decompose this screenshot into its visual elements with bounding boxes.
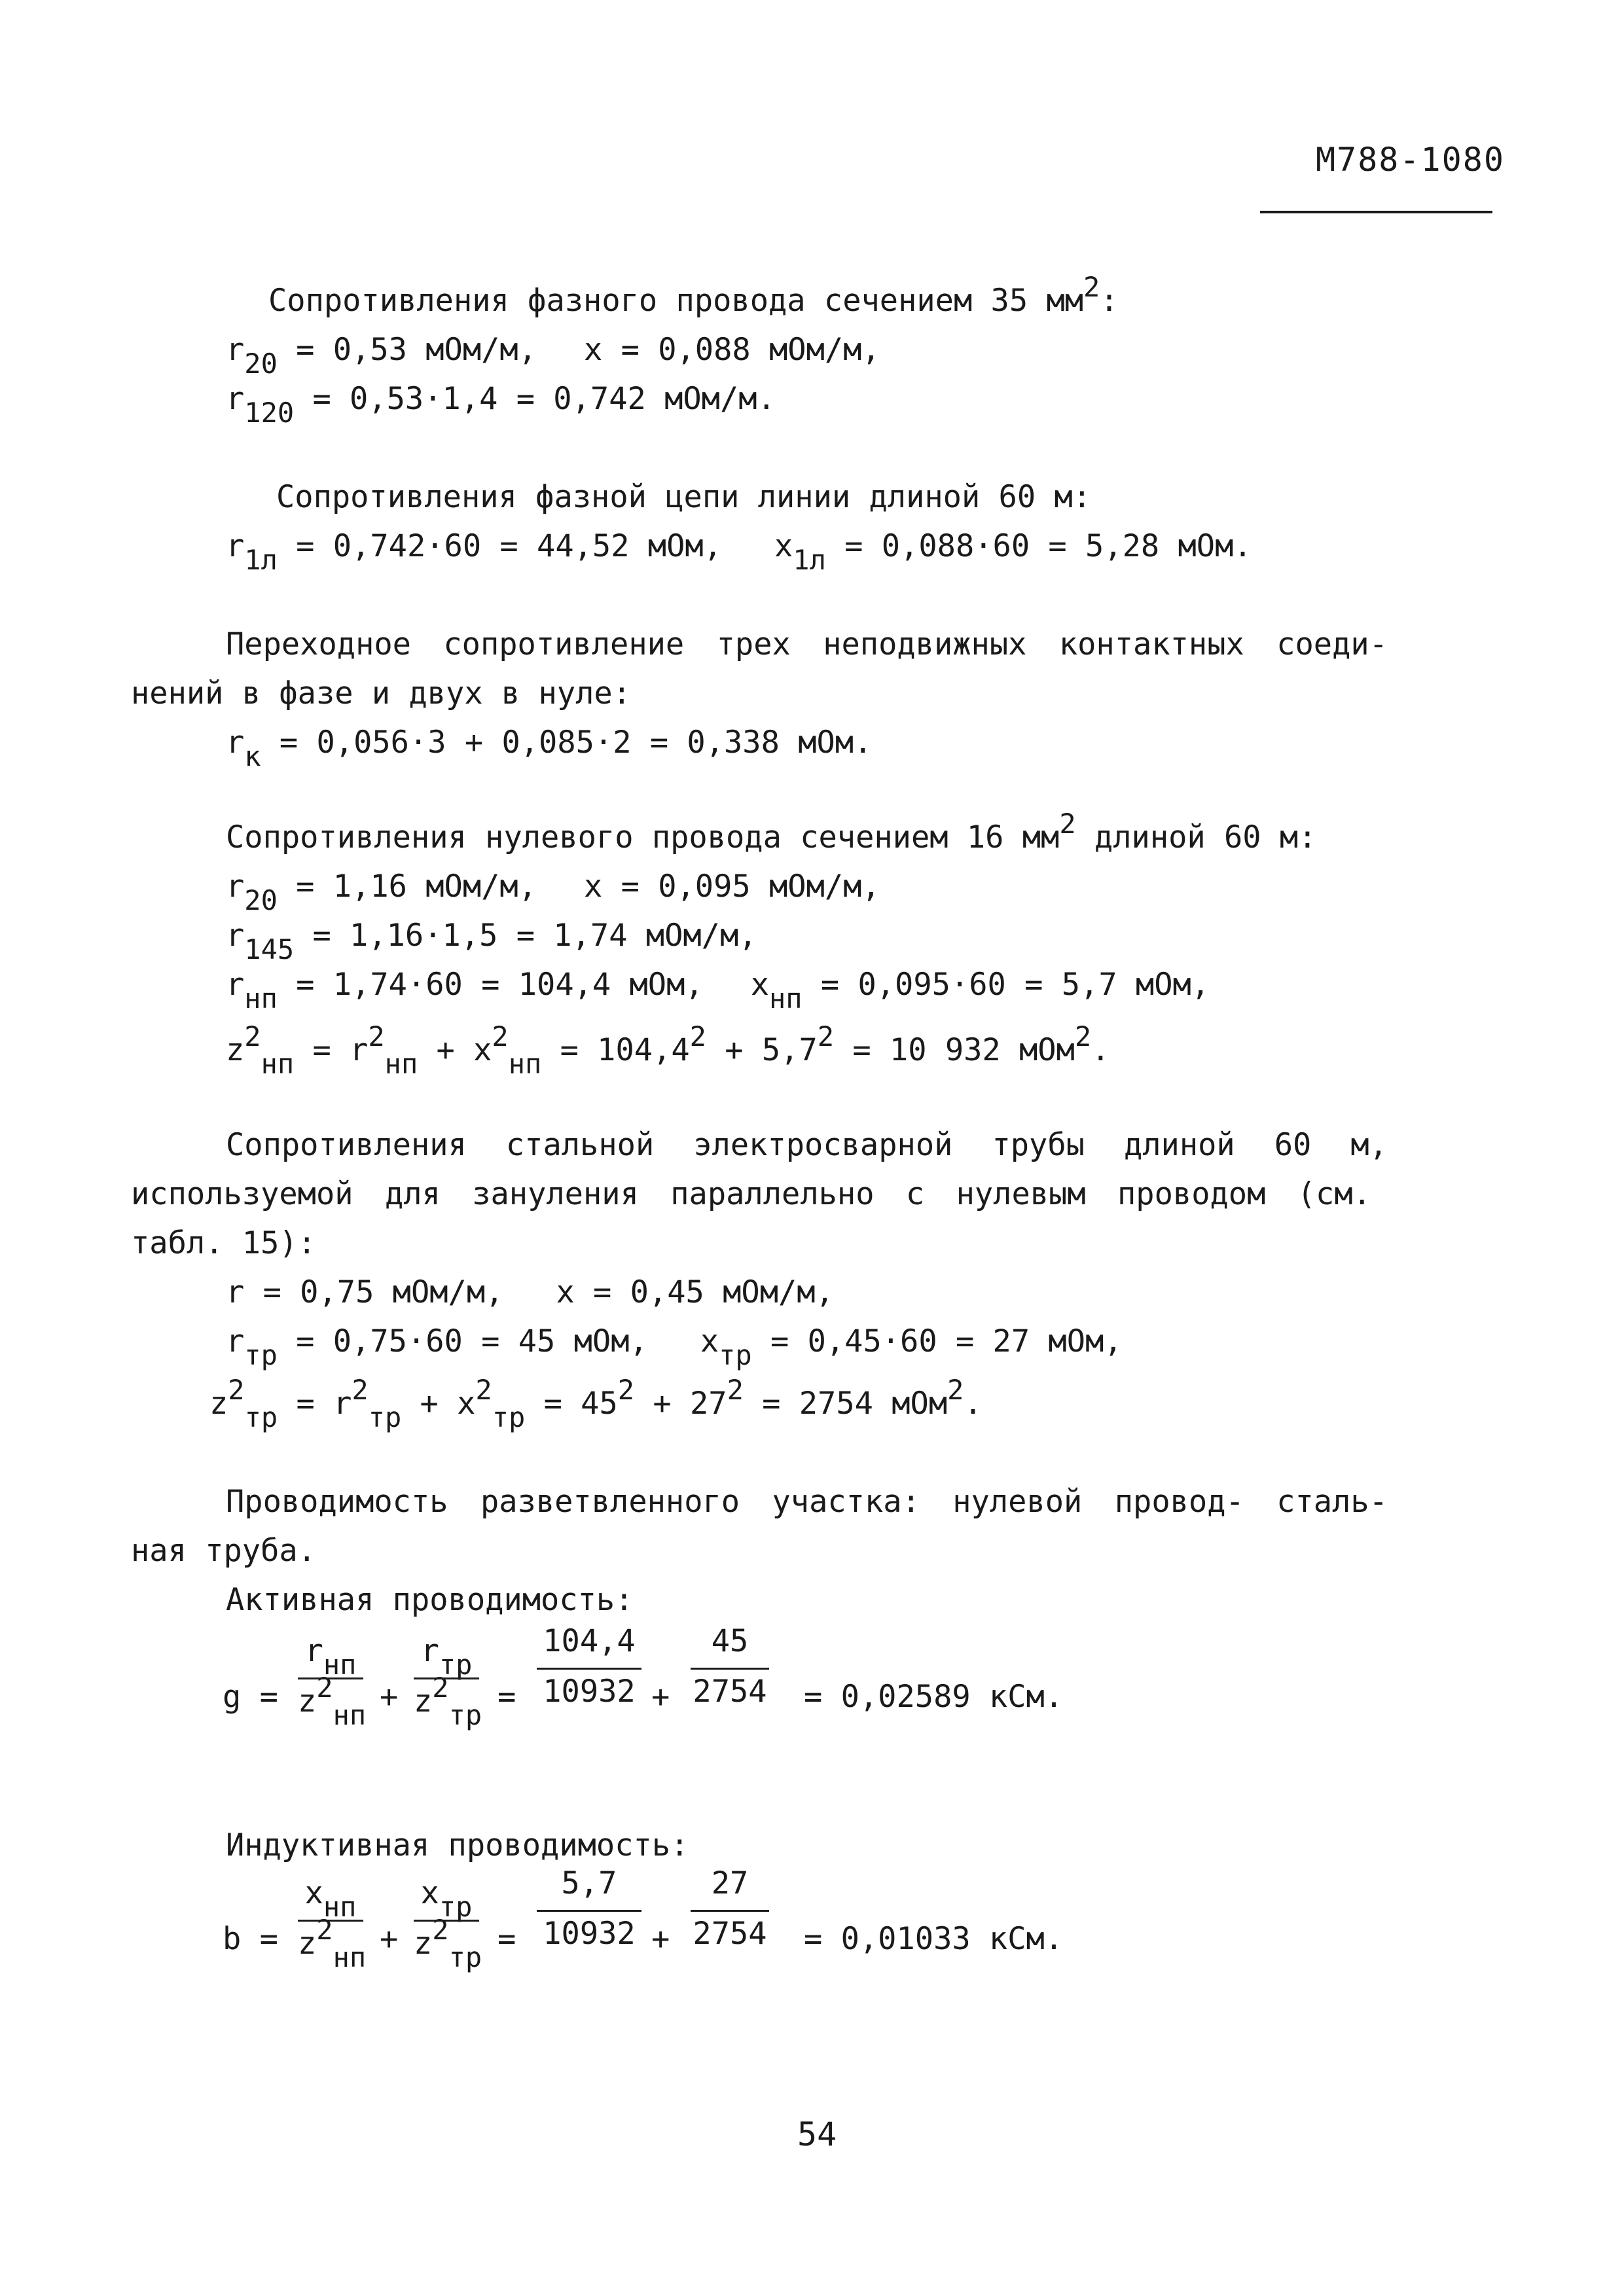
inductive-fraction-xnp: $x_{нп}$ $z^2_{нп}$ [298, 1875, 367, 1973]
inductive-result: = 0,01033 кСм. [804, 1921, 1064, 1957]
neutral-r20-line: $r_{20} = 1,16$ мОм/м, x = 0,095 мОм/м, [226, 869, 880, 916]
active-conductance-title: Активная проводимость: [226, 1582, 634, 1618]
phase-r20-line: $r_{20} = 0,53$ мОм/м, x = 0,088 мОм/м, [226, 332, 880, 380]
phase-wire-title: Сопротивления фазного провода сечением 35 $мм^2$: [268, 271, 1119, 319]
active-plus-1: + [380, 1679, 399, 1715]
page-number: 54 [797, 2115, 837, 2153]
branch-paragraph-line2: ная труба. [131, 1533, 316, 1569]
steel-paragraph-line2: используемой для зануления параллельно с нулевым проводом (см. [131, 1176, 1371, 1212]
contact-rk-line: $r_к = 0,056\cdot 3 + 0,085\cdot 2 = 0,338$ мОм. [226, 725, 873, 772]
active-fraction-numeric-1: 104,4 10932 [537, 1623, 641, 1717]
active-lhs: g = [223, 1679, 278, 1715]
inductive-plus-1: + [380, 1921, 399, 1957]
active-fraction-rtr: $r_{тр}$ $z^2_{тр}$ [414, 1633, 482, 1731]
inductive-eq-2: = [497, 1921, 516, 1957]
neutral-z-squared-line: $z^2_{нп} = r^2_{нп} + x^2_{нп} = 104,4^2 + 5,7^2 = 10$ 932 мОм$^2$. [226, 1020, 1110, 1080]
document-code: М788-1080 [1316, 141, 1505, 179]
steel-paragraph-line1: Сопротивления стальной электросварной трубы длиной 60 м, [226, 1127, 1388, 1163]
active-plus-2: + [651, 1679, 670, 1715]
steel-rtr-line: $r_{тр} = 0,75\cdot 60 = 45$ мОм, $x_{тр} = 0,45\cdot 60 = 27$ мОм, [226, 1323, 1123, 1371]
neutral-r145-line: $r_{145} = 1,16\cdot 1,5 = 1,74$ мОм/м, [226, 918, 757, 965]
neutral-rnp-line: $r_{нп} = 1,74\cdot 60 = 104,4$ мОм, $x_{нп} = 0,095\cdot 60 = 5,7$ мОм, [226, 967, 1210, 1014]
inductive-conductance-title: Индуктивная проводимость: [226, 1827, 689, 1863]
active-result: = 0,02589 кСм. [804, 1679, 1064, 1715]
contact-paragraph-line2: нений в фазе и двух в нуле: [131, 675, 632, 711]
steel-paragraph-line3: табл. 15): [131, 1225, 316, 1261]
neutral-wire-title: Сопротивления нулевого провода сечением 16 $мм^2$ длиной 60 м: [226, 808, 1317, 855]
active-fraction-rnp: $r_{нп}$ $z^2_{нп}$ [298, 1633, 367, 1731]
inductive-fraction-numeric-2: 27 2754 [691, 1865, 769, 1959]
steel-r-x-line: r = 0,75 мОм/м, x = 0,45 мОм/м, [226, 1274, 834, 1310]
branch-paragraph-line1: Проводимость разветвленного участка: нулевой провод- сталь- [226, 1484, 1388, 1520]
active-fraction-numeric-2: 45 2754 [691, 1623, 769, 1717]
circuit-title: Сопротивления фазной цепи линии длиной 60 м: [276, 479, 1092, 515]
phase-r120-line: $r_{120} = 0,53\cdot 1,4 = 0,742$ мОм/м. [226, 381, 776, 429]
inductive-fraction-xtr: $x_{тр}$ $z^2_{тр}$ [414, 1875, 482, 1973]
inductive-lhs: b = [223, 1921, 278, 1957]
circuit-values-line: $r_{1л} = 0,742\cdot 60 = 44,52$ мОм, $x_{1л} = 0,088\cdot 60 = 5,28$ мОм. [226, 528, 1252, 576]
contact-paragraph-line1: Переходное сопротивление трех неподвижных контактных соеди- [226, 626, 1388, 662]
inductive-fraction-numeric-1: 5,7 10932 [537, 1865, 641, 1959]
inductive-plus-2: + [651, 1921, 670, 1957]
steel-z-squared-line: $z^2_{тр} = r^2_{тр} + x^2_{тр} = 45^2 + 27^2 = 2754$ мОм$^2$. [209, 1374, 983, 1433]
active-eq-2: = [497, 1679, 516, 1715]
header-rule [1260, 211, 1492, 213]
